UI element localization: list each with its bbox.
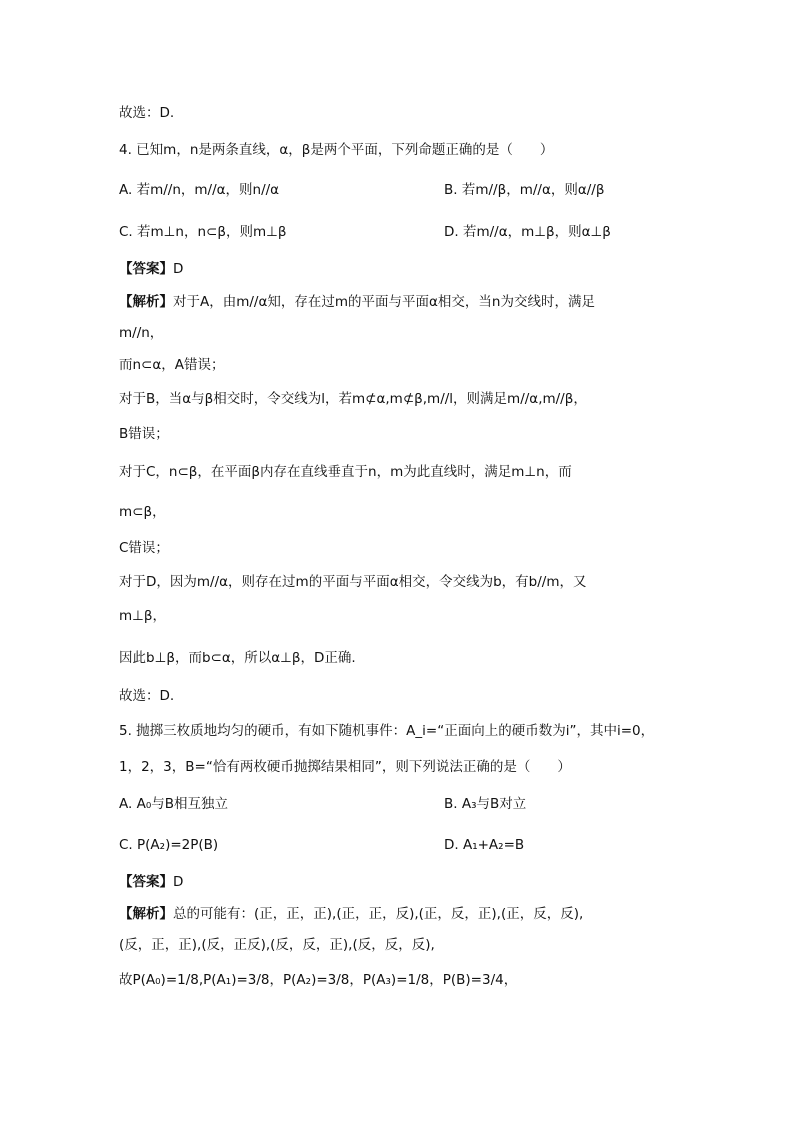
- q4-stem: 4. 已知m，n是两条直线，α，β是两个平面，下列命题正确的是（ ）: [119, 142, 554, 158]
- q4-option-b: B. 若m//β，m//α，则α//β: [444, 182, 605, 198]
- q4-analysis-line-4: 对于B，当α与β相交时，令交线为l，若m⊄α,m⊄β,m//l，则满足m//α,m//β，: [119, 391, 587, 407]
- q5-analysis-line-3: 故P(A₀)=1/8,P(A₁)=3/8，P(A₂)=3/8，P(A₃)=1/8，P(B)=3/4，: [119, 972, 518, 988]
- q5-analysis-line-2: (反，正，正),(反，正反),(反，反，正),(反，反，反),: [119, 937, 435, 953]
- q5-option-a: A. A₀与B相互独立: [119, 796, 228, 812]
- answer-value: D: [173, 874, 184, 890]
- answer-value: D: [173, 261, 184, 277]
- q5-stem-line-2: 1，2，3，B=“恰有两枚硬币抛掷结果相同”，则下列说法正确的是（ ）: [119, 759, 571, 775]
- previous-answer-conclusion: 故选：D.: [119, 105, 175, 121]
- analysis-text: 总的可能有：(正，正，正),(正，正，反),(正，反，正),(正，反，反),: [173, 906, 584, 922]
- q4-option-c: C. 若m⊥n，n⊂β，则m⊥β: [119, 224, 287, 240]
- q4-analysis-line-8: C错误；: [119, 540, 169, 556]
- q4-analysis-line-6: 对于C，n⊂β，在平面β内存在直线垂直于n，m为此直线时，满足m⊥n，而: [119, 464, 572, 480]
- analysis-label: 【解析】: [119, 906, 173, 922]
- answer-label: 【答案】: [119, 874, 173, 890]
- analysis-label: 【解析】: [119, 294, 173, 310]
- q5-option-c: C. P(A₂)=2P(B): [119, 837, 219, 853]
- q5-option-d: D. A₁+A₂=B: [444, 837, 525, 853]
- q4-analysis-line-1: [119, 292, 595, 312]
- q4-analysis-line-10: m⊥β，: [119, 608, 167, 624]
- q5-stem-line-1: 5. 抛掷三枚质地均匀的硬币，有如下随机事件：A_i=“正面向上的硬币数为i”，其中i=0，: [119, 723, 655, 739]
- q5-answer: [119, 872, 183, 892]
- q5-analysis-line-1: [119, 904, 583, 924]
- q4-answer: [119, 259, 183, 279]
- q4-analysis-line-2: m//n，: [119, 325, 164, 341]
- analysis-text: 对于A，由m//α知，存在过m的平面与平面α相交，当n为交线时，满足: [173, 294, 595, 310]
- q4-option-d: D. 若m//α，m⊥β，则α⊥β: [444, 224, 611, 240]
- q4-analysis-line-7: m⊂β，: [119, 504, 166, 520]
- q4-analysis-line-11: 因此b⊥β，而b⊂α，所以α⊥β，D正确.: [119, 650, 356, 666]
- q4-conclusion: 故选：D.: [119, 688, 175, 704]
- q4-analysis-line-9: 对于D，因为m//α，则存在过m的平面与平面α相交，令交线为b，有b//m，又: [119, 574, 587, 590]
- q4-analysis-line-3: 而n⊂α，A错误；: [119, 357, 225, 373]
- q4-option-a: A. 若m//n，m//α，则n//α: [119, 182, 280, 198]
- answer-label: 【答案】: [119, 261, 173, 277]
- q5-option-b: B. A₃与B对立: [444, 796, 527, 812]
- q4-analysis-line-5: B错误；: [119, 426, 169, 442]
